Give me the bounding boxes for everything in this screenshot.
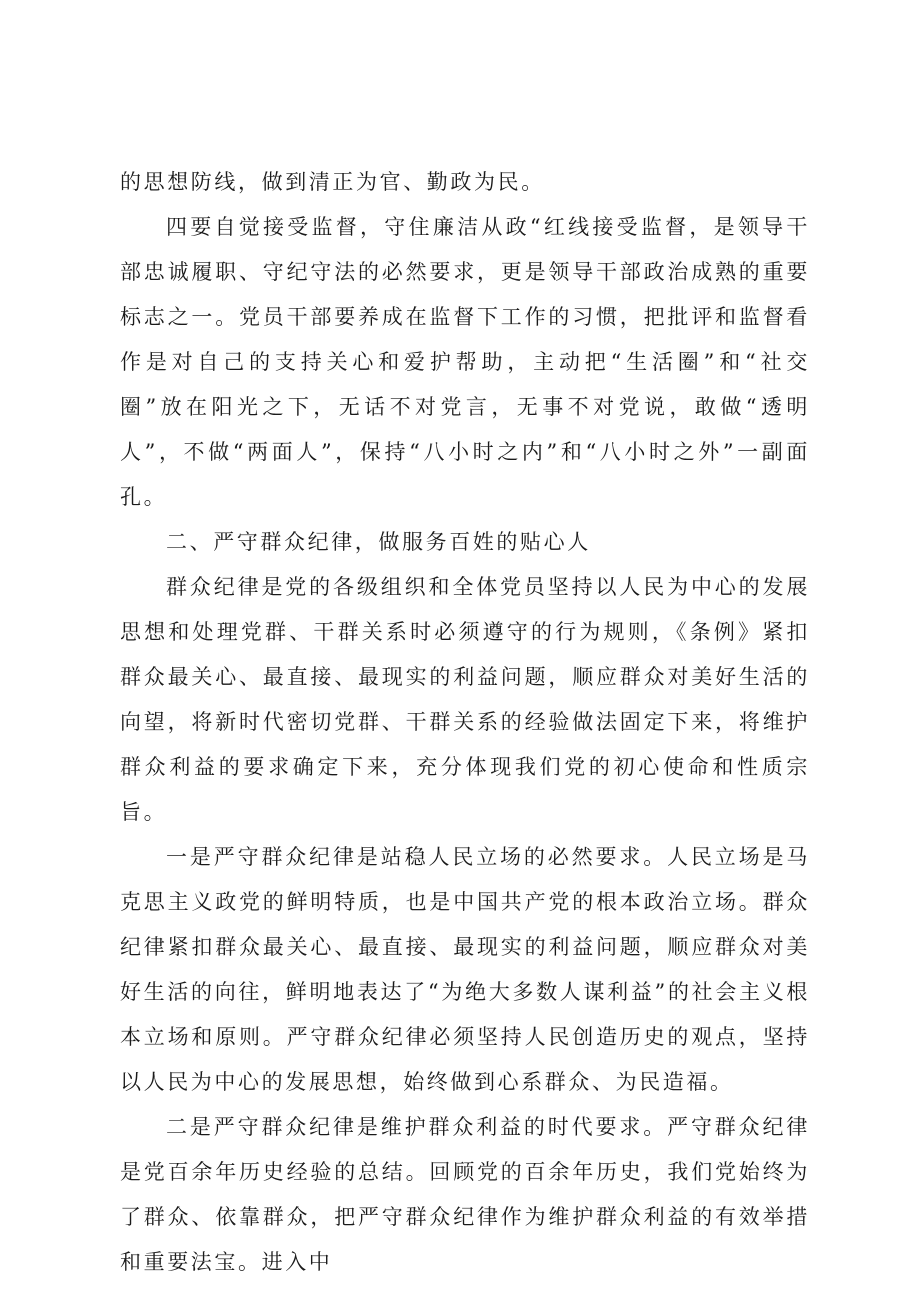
paragraph-mass-discipline-intro: 群众纪律是党的各级组织和全体党员坚持以人民为中心的发展思想和处理党群、干群关系时必须遵守的行为规则，《条例》紧扣群众最关心、最直接、最现实的利益问题，顺应群众对美好生活的向望，将新时代密切党群、干群关系的经验做法固定下来，将维护群众利益的要求确定下来，充分体现我们党的初心使命和性质宗旨。 — [120, 575, 810, 824]
paragraph-point-one: 一是严守群众纪律是站稳人民立场的必然要求。人民立场是马克思主义政党的鲜明特质，也是中国共产党的根本政治立场。群众纪律紧扣群众最关心、最直接、最现实的利益问题，顺应群众对美好生活的向往，鲜明地表达了“为绝大多数人谋利益”的社会主义根本立场和原则。严守群众纪律必须坚持人民创造历史的观点，坚持以人民为中心的发展思想，始终做到心系群众、为民造福。 — [120, 845, 810, 1094]
section-heading: 二、严守群众纪律，做服务百姓的贴心人 — [166, 530, 591, 554]
paragraph-continuation: 的思想防线，做到清正为官、勤政为民。 — [120, 170, 545, 194]
document-body — [120, 160, 810, 1285]
paragraph-point-two: 二是严守群众纪律是维护群众利益的时代要求。严守群众纪律是党百余年历史经验的总结。回顾党的百余年历史，我们党始终为了群众、依靠群众，把严守群众纪律作为维护群众利益的有效举措和重要法宝。进入中 — [120, 1115, 810, 1274]
paragraph-supervision: 四要自觉接受监督，守住廉洁从政“红线接受监督，是领导干部忠诚履职、守纪守法的必然要求，更是领导干部政治成熟的重要标志之一。党员干部要养成在监督下工作的习惯，把批评和监督看作是对自己的支持关心和爱护帮助，主动把“生活圈”和“社交圈”放在阳光之下，无话不对党言，无事不对党说，敢做“透明人”，不做“两面人”，保持“八小时之内”和“八小时之外”一副面孔。 — [120, 215, 810, 509]
